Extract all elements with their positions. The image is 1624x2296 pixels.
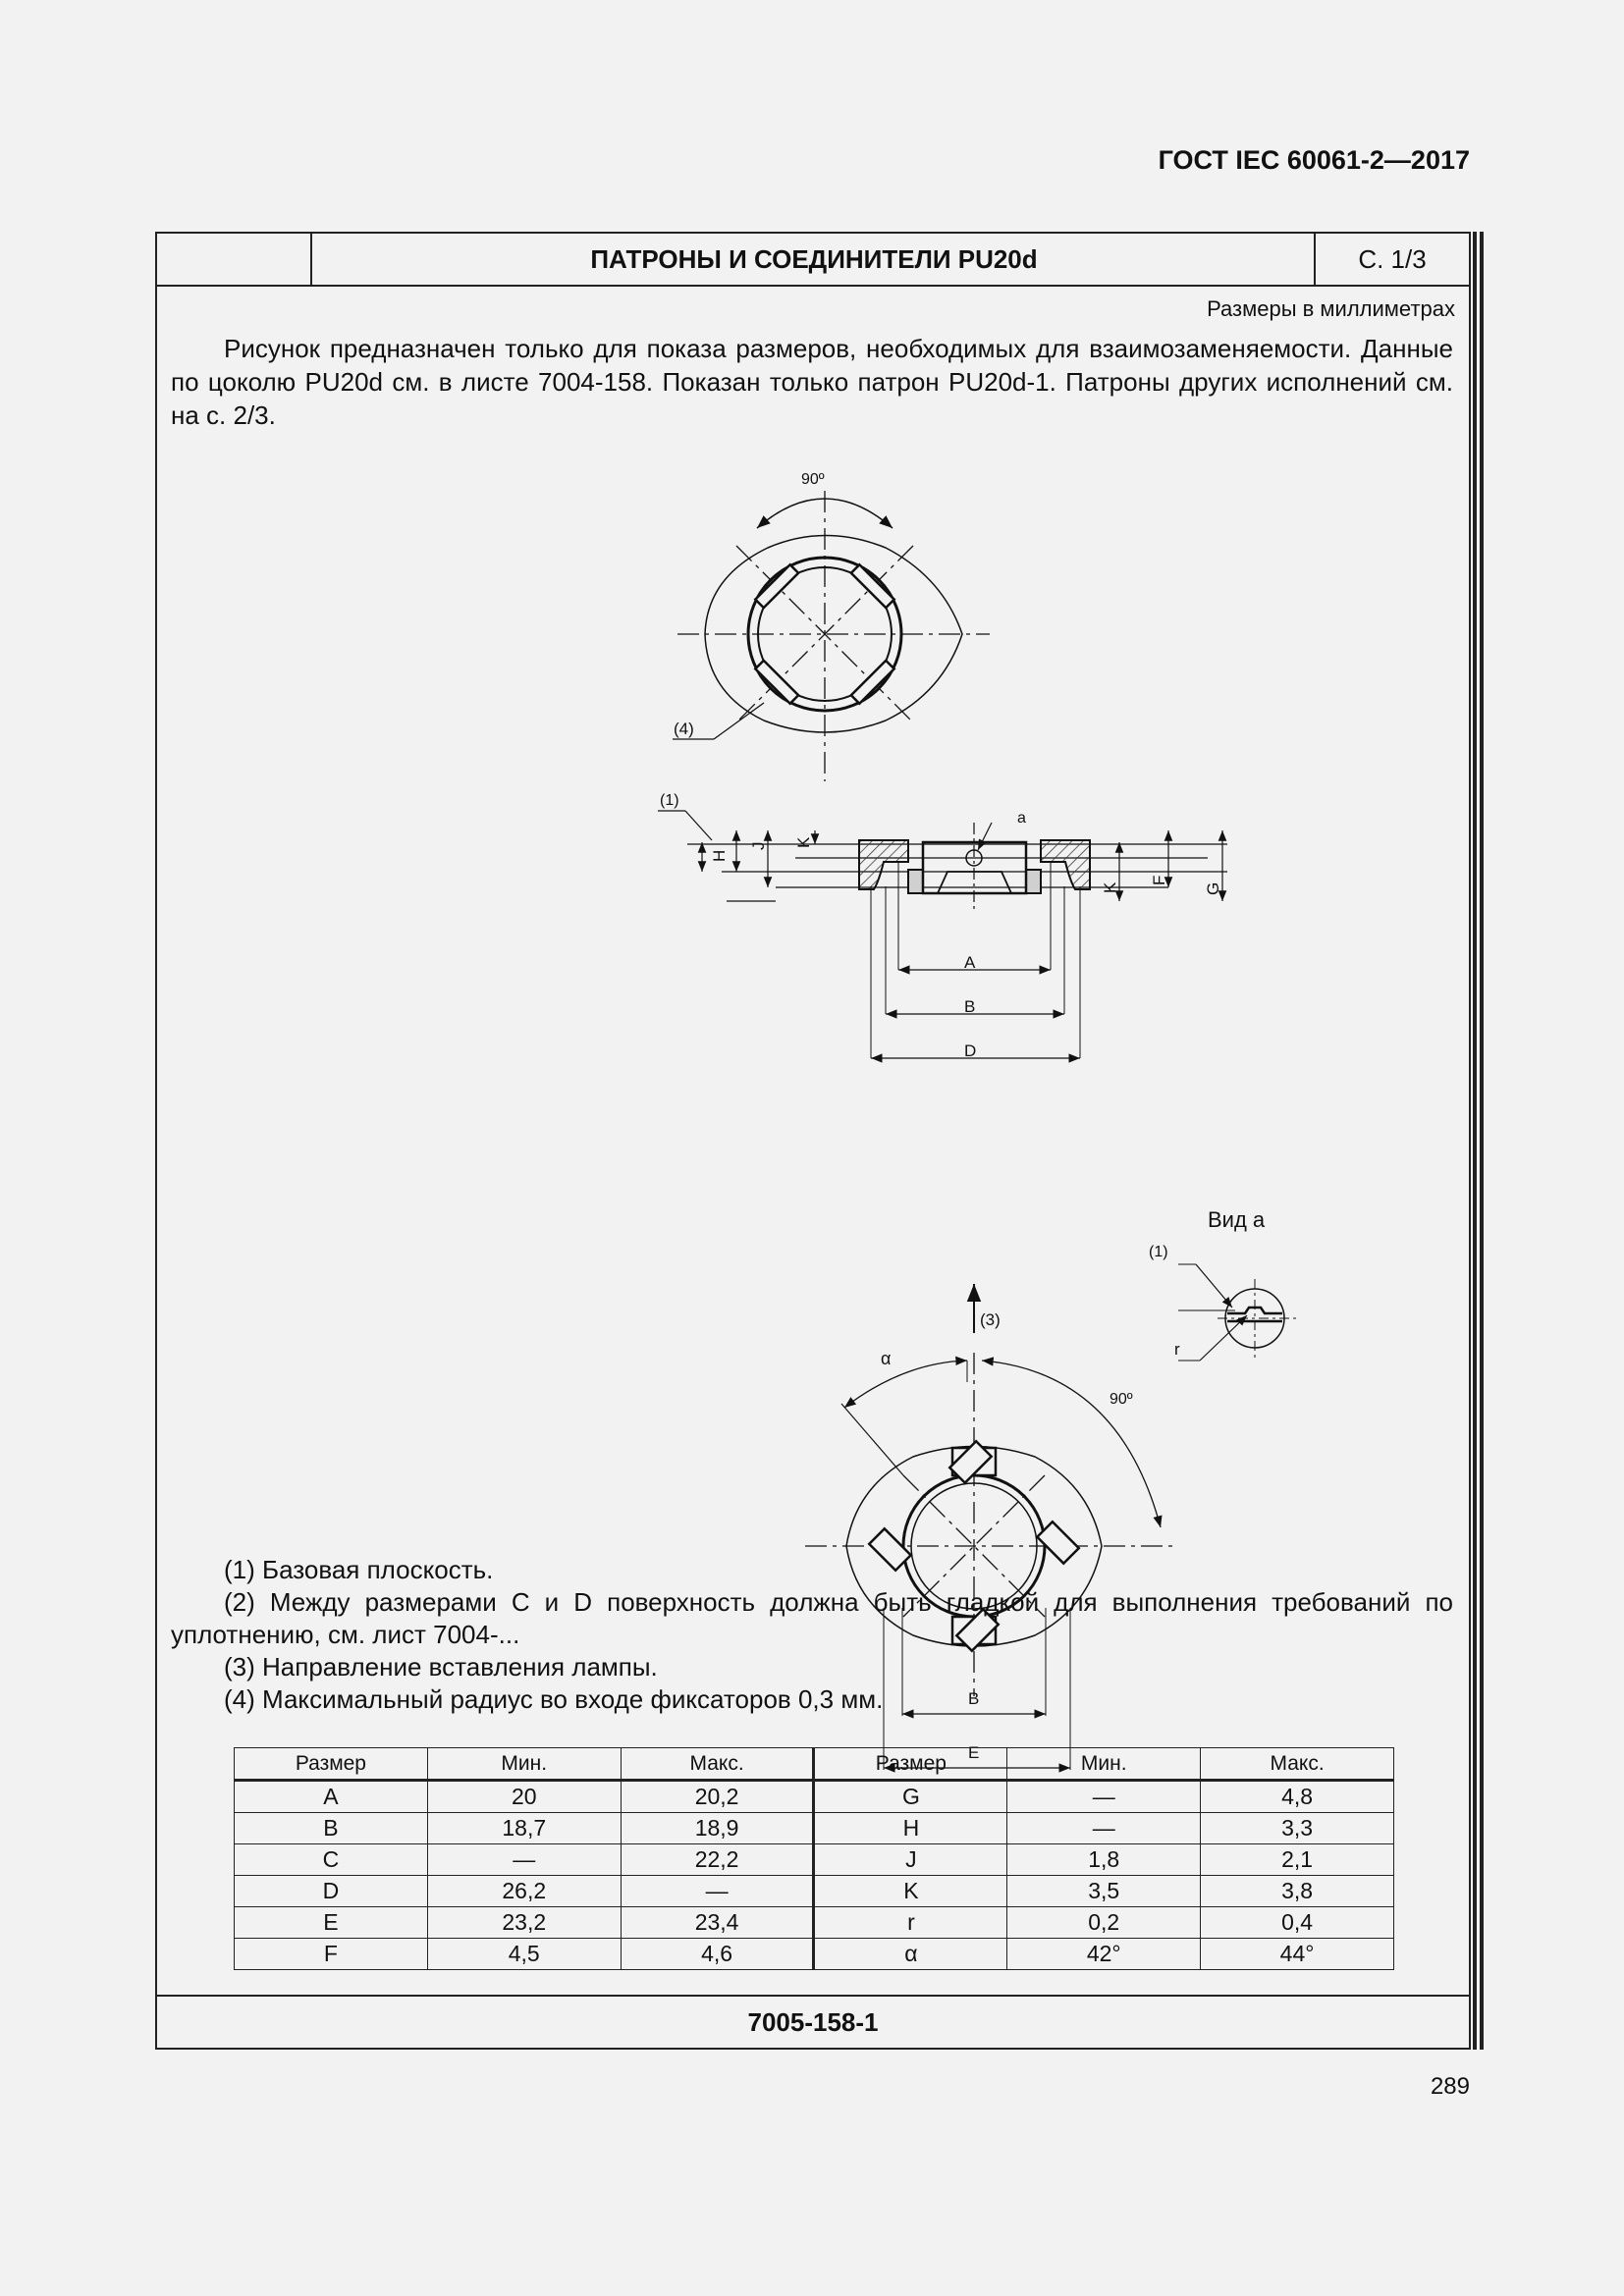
table-cell: 3,3	[1201, 1813, 1394, 1844]
dim-label-D: D	[964, 1041, 977, 1060]
table-cell: G	[814, 1781, 1007, 1813]
table-cell: —	[621, 1876, 814, 1907]
table-row	[235, 1876, 1394, 1907]
top-view	[673, 491, 990, 781]
table-cell: 3,8	[1201, 1876, 1394, 1907]
table-cell: 22,2	[621, 1844, 814, 1876]
table-cell: —	[1007, 1813, 1201, 1844]
note-item: (3) Направление вставления лампы.	[224, 1652, 658, 1682]
table-cell: 0,2	[1007, 1907, 1201, 1939]
dim-label-alpha: α	[881, 1349, 892, 1368]
table-cell: H	[814, 1813, 1007, 1844]
table-row	[235, 1781, 1394, 1813]
table-cell: 18,7	[427, 1813, 621, 1844]
dim-label-E: E	[968, 1743, 980, 1762]
table-cell: 18,9	[621, 1813, 814, 1844]
dimensions-table	[234, 1747, 1394, 1970]
dim-label-J: J	[749, 841, 768, 850]
note-item: (4) Максимальный радиус во входе фиксаторов 0,3 мм.	[224, 1684, 884, 1714]
dimensions-note: Размеры в миллиметрах	[1207, 296, 1455, 321]
dim-label-K-right: K	[1101, 881, 1119, 893]
dim-label-F: F	[1150, 875, 1168, 885]
header-cell: Макс.	[1201, 1748, 1394, 1781]
table-cell: 2,1	[1201, 1844, 1394, 1876]
table-cell: 44°	[1201, 1939, 1394, 1970]
table-row	[235, 1813, 1394, 1844]
table-cell: 1,8	[1007, 1844, 1201, 1876]
table-cell: 4,5	[427, 1939, 621, 1970]
view-a-note1-label: (1)	[1149, 1244, 1168, 1260]
table-header-row	[235, 1748, 1394, 1781]
sheet-header	[157, 234, 1469, 287]
dim-label-H: H	[710, 849, 729, 862]
header-cell: Мин.	[1007, 1748, 1201, 1781]
table-cell: 20,2	[621, 1781, 814, 1813]
sheet-frame	[155, 232, 1471, 2050]
angle-label-top: 90º	[801, 471, 825, 488]
table-cell: 20	[427, 1781, 621, 1813]
table-cell: 42°	[1007, 1939, 1201, 1970]
table-cell: A	[235, 1781, 428, 1813]
table-cell: E	[235, 1907, 428, 1939]
table-cell: 23,4	[621, 1907, 814, 1939]
header-cell: Мин.	[427, 1748, 621, 1781]
table-row	[235, 1939, 1394, 1970]
sheet-code: 7005-158-1	[157, 1995, 1469, 2048]
sheet-number: С. 1/3	[1314, 234, 1469, 285]
header-cell: Размер	[235, 1748, 428, 1781]
table-cell: 26,2	[427, 1876, 621, 1907]
header-blank-cell	[157, 234, 312, 285]
dim-label-G: G	[1204, 881, 1222, 895]
standard-code: ГОСТ IEC 60061-2—2017	[1158, 145, 1470, 175]
sheet-title: ПАТРОНЫ И СОЕДИНИТЕЛИ PU20d	[590, 243, 1038, 274]
view-a-marker: a	[1017, 810, 1026, 827]
table-cell: 4,8	[1201, 1781, 1394, 1813]
note4-label: (4)	[674, 720, 694, 738]
note-item: (1) Базовая плоскость.	[224, 1555, 494, 1584]
angle-label-bottom: 90º	[1110, 1391, 1133, 1408]
table-row	[235, 1844, 1394, 1876]
table-cell: K	[814, 1876, 1007, 1907]
note1-label: (1)	[660, 792, 679, 809]
view-a-detail	[1178, 1264, 1296, 1361]
table-cell: F	[235, 1939, 428, 1970]
dim-label-B-side: B	[964, 997, 976, 1016]
dim-label-K-left: K	[794, 836, 813, 848]
table-row	[235, 1907, 1394, 1939]
table-cell: D	[235, 1876, 428, 1907]
table-cell: 0,4	[1201, 1907, 1394, 1939]
note-item: (2) Между размерами C и D поверхность должна быть гладкой для выполнения требований по уплотнению, см. лист 7004-...	[171, 1587, 1453, 1649]
page-number: 289	[1430, 2073, 1470, 2100]
dim-label-A: A	[964, 953, 976, 972]
dim-label-B-bottom: B	[968, 1689, 980, 1708]
table-cell: —	[427, 1844, 621, 1876]
table-cell: B	[235, 1813, 428, 1844]
side-section	[658, 811, 1227, 1058]
table-cell: C	[235, 1844, 428, 1876]
dim-label-r: r	[1174, 1340, 1180, 1359]
table-cell: 23,2	[427, 1907, 621, 1939]
intro-paragraph: Рисунок предназначен только для показа размеров, необходимых для взаимозаменяемости. Данные по цоколю PU20d см. в листе 7004-158. Показан только патрон PU20d-1. Патроны других исполнений см. на с. 2/3.	[171, 334, 1453, 430]
table-cell: 4,6	[621, 1939, 814, 1970]
table-cell: α	[814, 1939, 1007, 1970]
table-cell: J	[814, 1844, 1007, 1876]
note3-label: (3)	[980, 1310, 1001, 1329]
table-cell: —	[1007, 1781, 1201, 1813]
view-a-title: Вид а	[1208, 1207, 1266, 1232]
header-cell: Макс.	[621, 1748, 814, 1781]
frame-rail-line	[1480, 232, 1484, 2050]
notes-list	[171, 1554, 1453, 1716]
frame-rail-line	[1473, 232, 1477, 2050]
table-cell: r	[814, 1907, 1007, 1939]
table-cell: 3,5	[1007, 1876, 1201, 1907]
header-cell: Размер	[814, 1748, 1007, 1781]
